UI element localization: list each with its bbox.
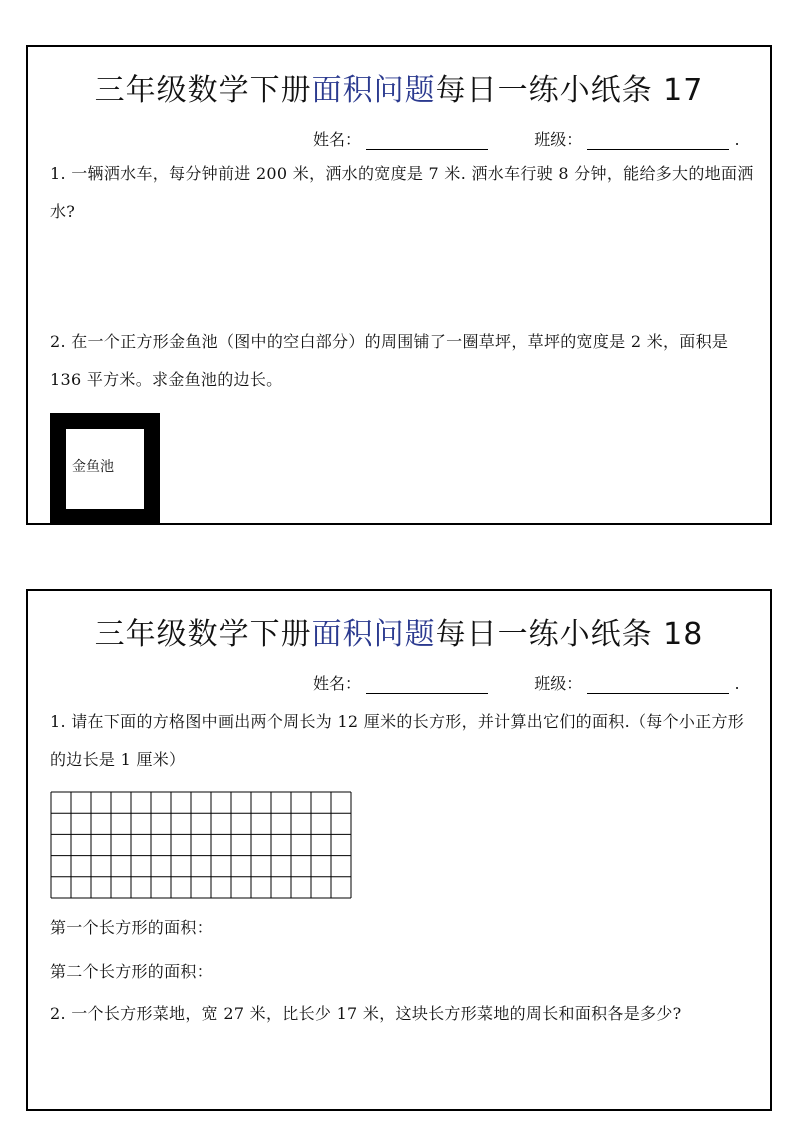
question-1: 1. 请在下面的方格图中画出两个周长为 12 厘米的长方形，并计算出它们的面积.（每个小正方形的边长是 1 厘米） bbox=[50, 712, 745, 769]
title-highlight: 面积问题 bbox=[311, 617, 436, 652]
card-title bbox=[28, 609, 770, 653]
class-field[interactable] bbox=[587, 131, 729, 150]
area-answer-2: 第二个长方形的面积： bbox=[50, 962, 214, 981]
pond-label: 金鱼池 bbox=[72, 459, 114, 475]
class-label: 班级： bbox=[534, 674, 583, 693]
student-info bbox=[313, 671, 740, 694]
info-period: . bbox=[734, 674, 740, 693]
card-title bbox=[28, 65, 770, 109]
info-period: . bbox=[734, 130, 740, 149]
fish-pond bbox=[66, 429, 144, 509]
name-field[interactable] bbox=[366, 675, 488, 694]
worksheet-card-17 bbox=[26, 45, 772, 525]
class-field[interactable] bbox=[587, 675, 729, 694]
name-field[interactable] bbox=[366, 131, 488, 150]
area-answer-1: 第一个长方形的面积： bbox=[50, 918, 214, 937]
title-highlight: 面积问题 bbox=[311, 73, 436, 108]
question-2: 2. 一个长方形菜地，宽 27 米，比长少 17 米，这块长方形菜地的周长和面积各是多少? bbox=[50, 1004, 682, 1023]
class-label: 班级： bbox=[534, 130, 583, 149]
student-info bbox=[313, 127, 740, 150]
title-prefix: 三年级数学下册 bbox=[94, 617, 312, 652]
question-2: 2. 在一个正方形金鱼池（图中的空白部分）的周围铺了一圈草坪，草坪的宽度是 2 米，面积是 136 平方米。求金鱼池的边长。 bbox=[50, 332, 729, 389]
name-label: 姓名： bbox=[313, 130, 362, 149]
lawn-diagram bbox=[50, 413, 160, 525]
worksheet-card-18 bbox=[26, 589, 772, 1111]
question-1: 1. 一辆洒水车，每分钟前进 200 米，洒水的宽度是 7 米. 洒水车行驶 8 分钟，能给多大的地面洒水? bbox=[50, 164, 754, 221]
name-label: 姓名： bbox=[313, 674, 362, 693]
title-prefix: 三年级数学下册 bbox=[94, 73, 312, 108]
title-suffix: 每日一练小纸条 18 bbox=[435, 617, 704, 652]
title-suffix: 每日一练小纸条 17 bbox=[435, 73, 704, 108]
square-grid[interactable] bbox=[50, 791, 354, 901]
